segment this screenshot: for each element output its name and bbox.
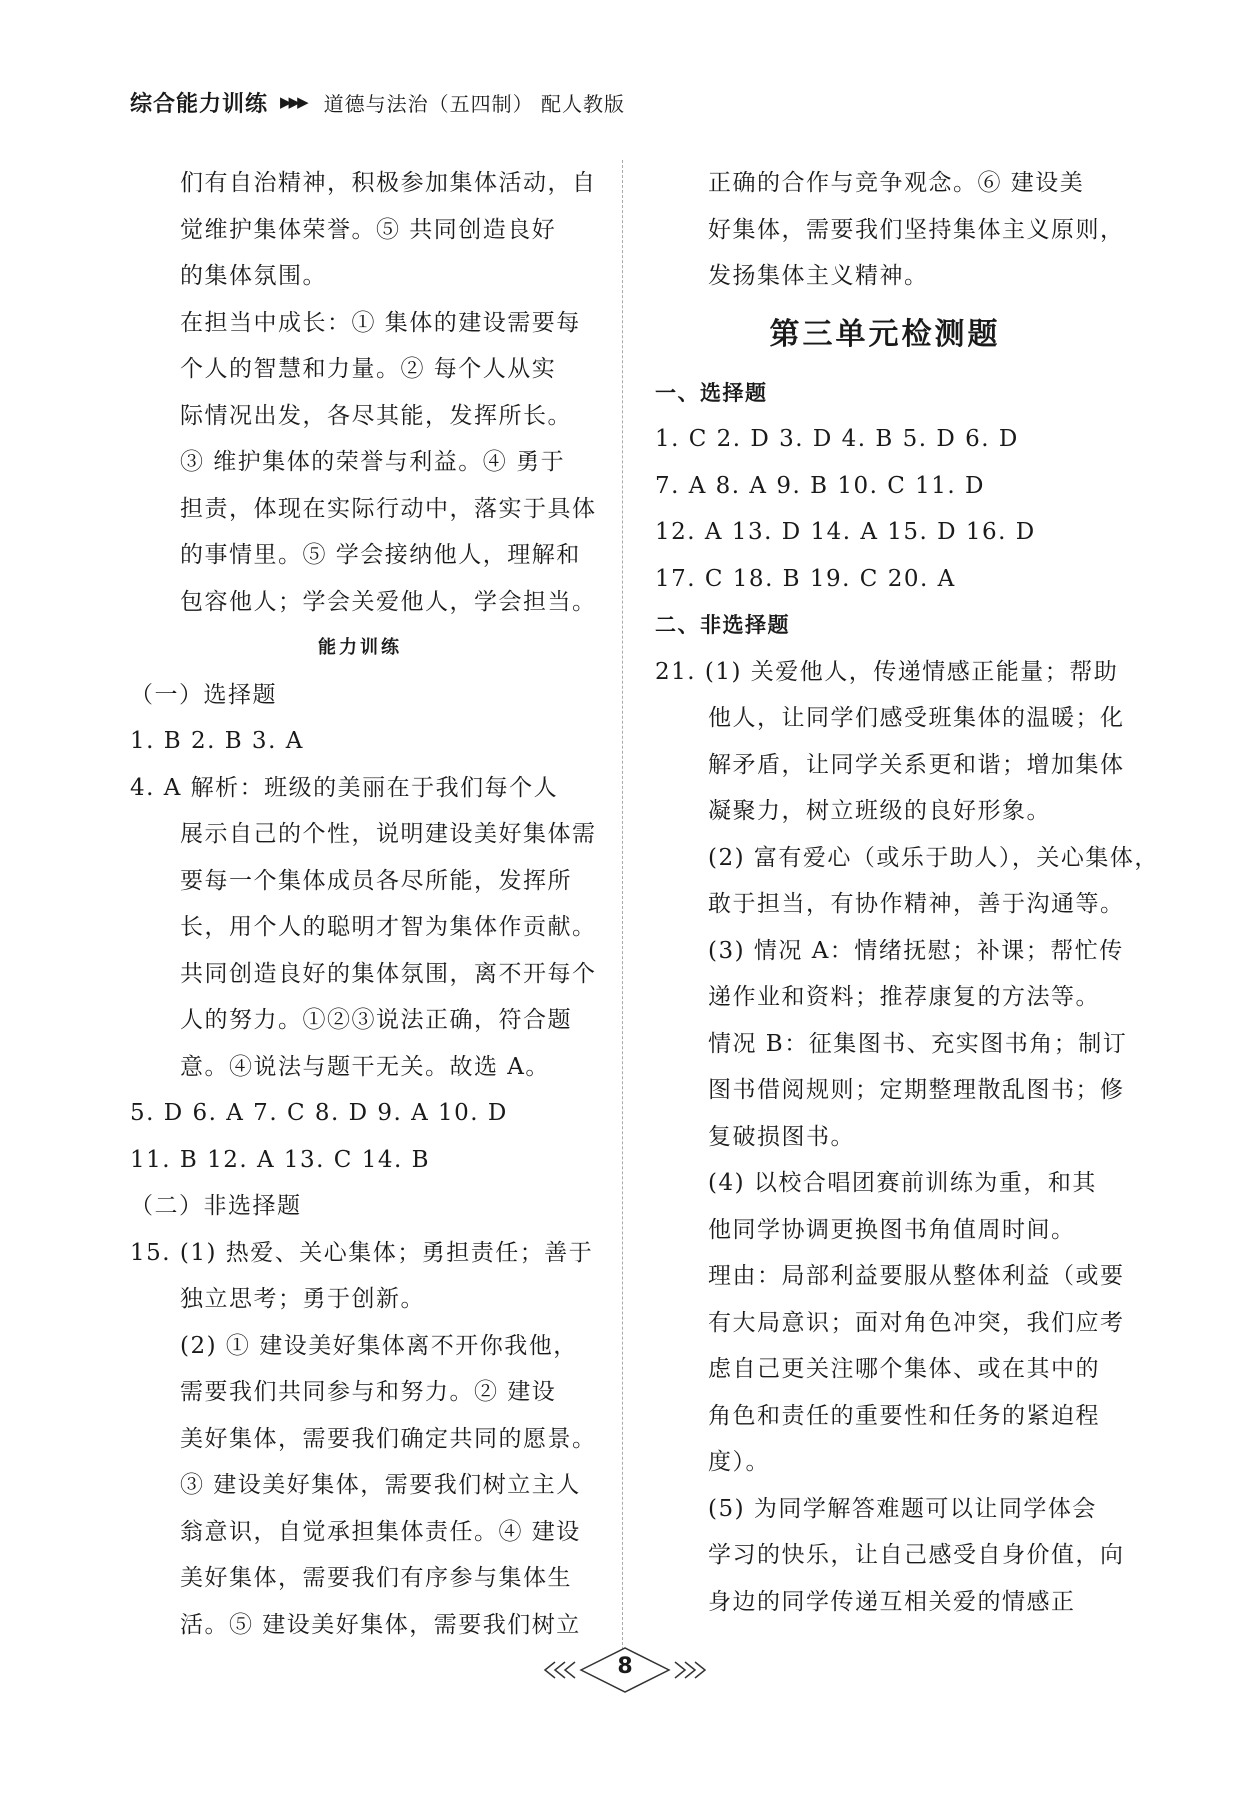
page-number: 8 [617,1654,633,1679]
text-line: 学习的快乐，让自己感受自身价值，向 [708,1542,1125,1568]
text-line: ③ 建设美好集体，需要我们树立主人 [180,1472,581,1498]
text-line: 长，用个人的聪明才智为集体作贡献。 [180,914,597,940]
text-line: 的集体氛围。 [180,263,327,289]
text-line: 美好集体，需要我们有序参与集体生 [180,1565,572,1591]
text-line: 翁意识，自觉承担集体责任。④ 建设 [180,1518,581,1545]
text-line: 1. B 2. B 3. A [130,728,304,754]
text-line: 活。⑤ 建设美好集体，需要我们树立 [180,1611,581,1638]
section-heading: 二、非选择题 [655,613,790,637]
text-line: 展示自己的个性，说明建设美好集体需 [180,821,597,847]
page-number-badge [525,1640,725,1700]
text-line: 解矛盾，让同学关系更和谐；增加集体 [708,751,1125,778]
text-line: 意。④说法与题干无关。故选 A。 [180,1053,550,1080]
text-line: 4. A 解析：班级的美丽在于我们每个人 [130,774,559,801]
text-line: 度）。 [708,1449,770,1475]
text-line: 正确的合作与竞争观念。⑥ 建设美 [708,170,1085,196]
text-line: 17. C 18. B 19. C 20. A [655,565,956,592]
text-line: 理由：局部利益要服从整体利益（或要 [708,1263,1125,1289]
column-divider [622,160,623,1650]
text-line: （二）非选择题 [130,1193,302,1219]
text-line: 独立思考；勇于创新。 [180,1286,425,1312]
text-line: 需要我们共同参与和努力。② 建设 [180,1379,557,1405]
text-line: 15. (1) 热爱、关心集体；勇担责任；善于 [130,1239,594,1266]
text-line: 凝聚力，树立班级的良好形象。 [708,798,1051,824]
text-line: 要每一个集体成员各尽所能，发挥所 [180,867,572,894]
text-line: 包容他人；学会关爱他人，学会担当。 [180,588,597,615]
subject-title: 道德与法治（五四制） 配人教版 [323,91,625,116]
right-column [655,160,1159,1625]
text-line: 敢于担当，有协作精神，善于沟通等。 [708,891,1125,917]
text-line: 在担当中成长：① 集体的建设需要每 [180,309,581,336]
text-line: 们有自治精神，积极参加集体活动，自 [180,170,597,196]
text-line: 7. A 8. A 9. B 10. C 11. D [655,472,985,499]
text-line: 有大局意识；面对角色冲突，我们应考 [708,1309,1125,1336]
left-column [130,160,597,1648]
text-line: 他同学协调更换图书角值周时间。 [708,1216,1076,1243]
text-line: 发扬集体主义精神。 [708,263,929,289]
text-line: 个人的智慧和力量。② 每个人从实 [180,356,557,382]
text-line: (4) 以校合唱团赛前训练为重，和其 [708,1170,1097,1196]
arrow-icons: ▶▶▶ [280,93,306,111]
text-line: 21. (1) 关爱他人，传递情感正能量；帮助 [655,658,1119,685]
section-heading: 能力训练 [318,637,402,658]
text-line: 1. C 2. D 3. D 4. B 5. D 6. D [655,426,1019,452]
section-heading: 一、选择题 [655,380,768,405]
text-line: (2) ① 建设美好集体离不开你我他， [180,1332,578,1359]
text-line: 11. B 12. A 13. C 14. B [130,1146,430,1173]
text-line: (2) 富有爱心（或乐于助人），关心集体， [708,844,1159,871]
text-line: (3) 情况 A：情绪抚慰；补课；帮忙传 [708,937,1124,964]
text-line: 递作业和资料；推荐康复的方法等。 [708,984,1100,1010]
text-line: (5) 为同学解答难题可以让同学体会 [708,1495,1097,1522]
text-line: 虑自己更关注哪个集体、或在其中的 [708,1356,1100,1382]
text-line: 担责，体现在实际行动中，落实于具体 [180,495,597,522]
text-line: 情况 B：征集图书、充实图书角；制订 [708,1030,1128,1057]
text-line: ③ 维护集体的荣誉与利益。④ 勇于 [180,449,566,475]
text-line: 身边的同学传递互相关爱的情感正 [708,1588,1076,1615]
unit-title: 第三单元检测题 [769,316,1001,352]
text-line: 的事情里。⑤ 学会接纳他人，理解和 [180,542,581,568]
text-line: 人的努力。①②③说法正确，符合题 [180,1007,572,1033]
text-line: 际情况出发，各尽其能，发挥所长。 [180,402,572,429]
text-line: 觉维护集体荣誉。⑤ 共同创造良好 [180,216,557,243]
text-line: 共同创造良好的集体氛围，离不开每个 [180,960,597,987]
text-line: 他人，让同学们感受班集体的温暖；化 [708,705,1125,731]
brand-title: 综合能力训练 [130,91,269,117]
text-line: 美好集体，需要我们确定共同的愿景。 [180,1425,597,1452]
text-line: 角色和责任的重要性和任务的紧迫程 [708,1402,1100,1429]
page-header [130,82,625,122]
text-line: 好集体，需要我们坚持集体主义原则， [708,216,1125,243]
text-line: （一）选择题 [130,681,277,708]
text-line: 5. D 6. A 7. C 8. D 9. A 10. D [130,1100,508,1126]
text-line: 图书借阅规则；定期整理散乱图书；修 [708,1077,1125,1103]
text-line: 复破损图书。 [708,1123,855,1150]
text-line: 12. A 13. D 14. A 15. D 16. D [655,519,1036,545]
